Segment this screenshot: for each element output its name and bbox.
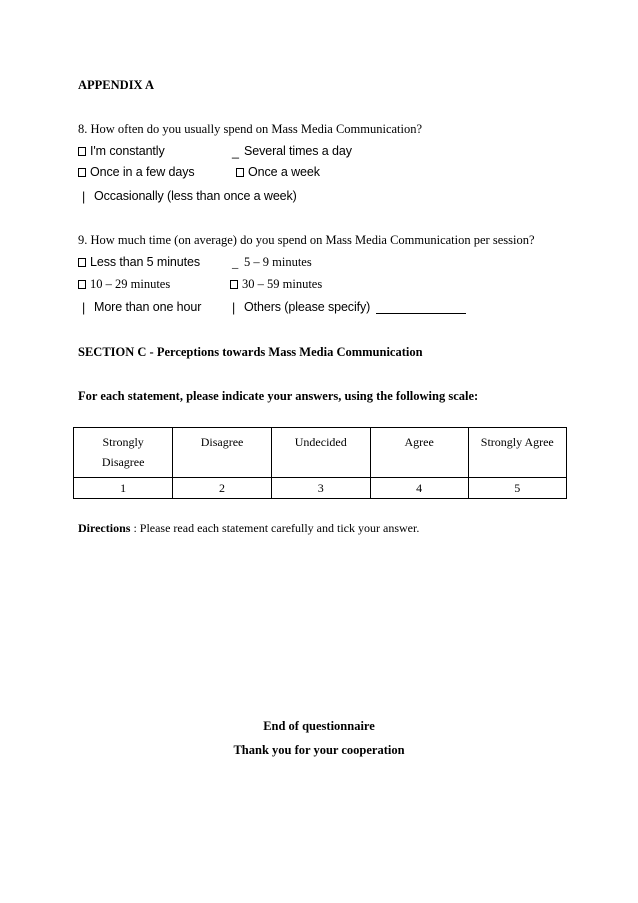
- scale-label-5: Strongly Agree: [468, 428, 566, 478]
- q9-option-4-label: 30 – 59 minutes: [242, 277, 323, 291]
- q8-option-2-label: Several times a day: [244, 144, 352, 158]
- q9-option-1-label: Less than 5 minutes: [90, 255, 200, 269]
- scale-value-1: 1: [74, 478, 173, 499]
- q8-option-5[interactable]: [82, 189, 297, 204]
- q8-option-4-label: Once a week: [248, 165, 320, 179]
- q9-option-3-label: 10 – 29 minutes: [90, 277, 171, 291]
- section-c-title: SECTION C - Perceptions towards Mass Media Communication: [78, 345, 423, 359]
- checkbox-icon[interactable]: [78, 258, 86, 267]
- scale-value-row: [74, 478, 567, 499]
- scale-value-4: 4: [370, 478, 468, 499]
- scale-value-3: 3: [271, 478, 370, 499]
- scale-label-row: [74, 428, 567, 478]
- thank-you-note: Thank you for your cooperation: [233, 743, 405, 757]
- checkbox-icon[interactable]: [236, 168, 244, 177]
- scale-value-2: 2: [173, 478, 271, 499]
- scale-label-3: Undecided: [271, 428, 370, 478]
- checkbox-icon[interactable]: [230, 280, 238, 289]
- q8-option-4[interactable]: [236, 165, 320, 179]
- scale-label-4: Agree: [370, 428, 468, 478]
- q9-option-1[interactable]: [78, 255, 200, 269]
- scale-table: [73, 427, 567, 499]
- q8-option-5-label: Occasionally (less than once a week): [94, 189, 297, 203]
- q9-option-5-label: More than one hour: [94, 300, 202, 314]
- question-9: 9. How much time (on average) do you spend on Mass Media Communication per session?: [78, 233, 535, 247]
- specify-blank[interactable]: [376, 301, 466, 314]
- q8-option-3[interactable]: [78, 165, 195, 179]
- q8-option-1[interactable]: [78, 144, 165, 158]
- q9-option-3[interactable]: [78, 277, 170, 292]
- directions-text: : Please read each statement carefully and tick your answer.: [130, 521, 420, 535]
- question-8: 8. How often do you usually spend on Mass Media Communication?: [78, 122, 423, 136]
- checkbox-icon[interactable]: _: [232, 256, 239, 270]
- checkbox-icon[interactable]: [78, 147, 86, 156]
- checkbox-icon[interactable]: |: [82, 301, 86, 315]
- scale-label-1-text: Strongly Disagree: [101, 435, 145, 469]
- directions-label: Directions: [78, 521, 131, 535]
- scale-label-1: [74, 428, 173, 478]
- q8-option-2[interactable]: [232, 144, 352, 159]
- checkbox-icon[interactable]: [78, 280, 86, 289]
- q8-option-3-label: Once in a few days: [90, 165, 195, 179]
- directions: [78, 521, 419, 536]
- appendix-title: APPENDIX A: [78, 78, 155, 92]
- end-of-questionnaire: End of questionnaire: [263, 719, 375, 733]
- checkbox-icon[interactable]: |: [82, 190, 86, 204]
- checkbox-icon[interactable]: |: [232, 301, 236, 315]
- scale-instruction: For each statement, please indicate your answers, using the following scale:: [78, 389, 479, 403]
- q9-option-5[interactable]: [82, 300, 201, 315]
- q9-option-4[interactable]: [230, 277, 322, 292]
- q8-option-1-label: I'm constantly: [90, 144, 165, 158]
- checkbox-icon[interactable]: _: [232, 145, 239, 159]
- scale-value-5: 5: [468, 478, 566, 499]
- q9-option-2[interactable]: [232, 255, 312, 271]
- q9-option-6-label: Others (please specify): [244, 300, 371, 314]
- checkbox-icon[interactable]: [78, 168, 86, 177]
- q9-option-2-label: 5 – 9 minutes: [244, 255, 312, 269]
- q9-option-6[interactable]: [232, 300, 466, 315]
- scale-label-2: Disagree: [173, 428, 271, 478]
